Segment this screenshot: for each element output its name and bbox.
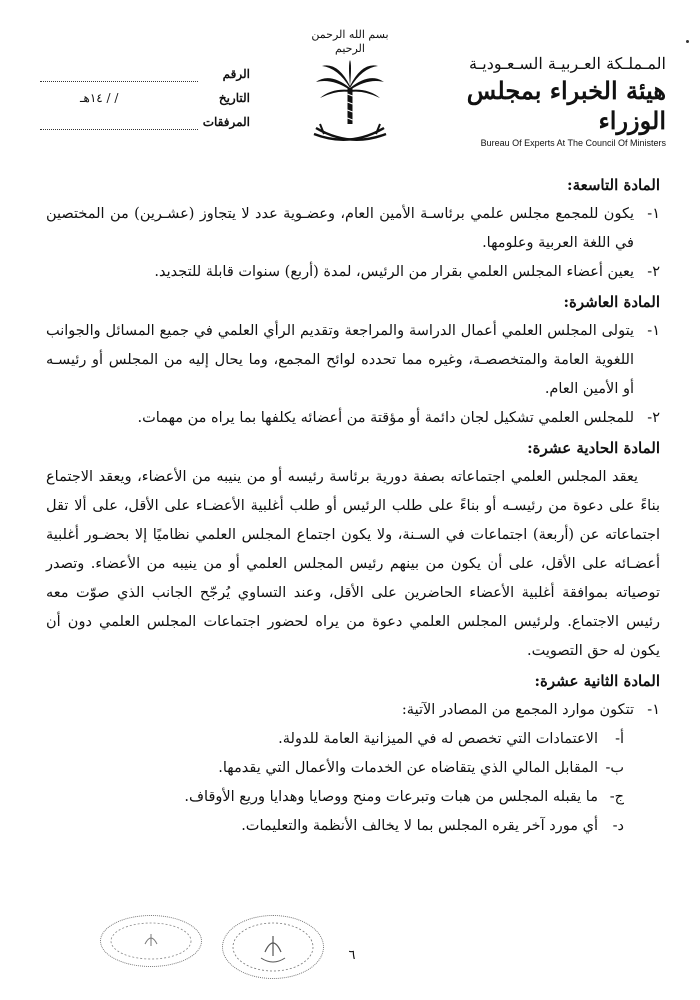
item-number: ٢- — [647, 410, 660, 426]
item-number: ١- — [647, 206, 660, 222]
subitem-letter: ج- — [609, 789, 624, 805]
article-9-title: المادة التاسعة: — [567, 176, 660, 194]
subitem-letter: ب- — [605, 760, 624, 776]
article-12-item-1 — [46, 696, 660, 725]
article-10-item-1 — [46, 317, 660, 404]
official-stamp-icon — [100, 915, 202, 967]
article-9-item-2 — [46, 258, 660, 287]
reference-row — [40, 62, 250, 86]
date-row — [40, 86, 250, 110]
article-12-title: المادة الثانية عشرة: — [534, 672, 660, 690]
palm-swords-emblem-icon — [295, 58, 405, 154]
item-text: يتولى المجلس العلمي أعمال الدراسة والمراجعة وتقديم الرأي العلمي في جميع المسائل والجوانب اللغوية العامة والمتخصصـة، وغيره مما تحدده لوائح المجمع، وما يحال إليه من المجلس أو رئيسـه أو الأمين العام. — [46, 323, 634, 397]
official-seal-icon — [222, 915, 324, 979]
bureau-name-arabic: هيئة الخبراء بمجلس الوزراء — [466, 76, 666, 135]
item-text: يكون للمجمع مجلس علمي برئاسـة الأمين العام، وعضـوية عدد لا يتجاوز (عشـرين) من المختصين في اللغة العربية وعلومها. — [46, 206, 634, 251]
date-value: / / ١٤هـ — [80, 91, 119, 105]
article-12-subitem-c — [46, 783, 660, 812]
article-10-item-2 — [46, 404, 660, 433]
item-number: ٢- — [647, 264, 660, 280]
subitem-text: الاعتمادات التي تخصص له في الميزانية العامة للدولة. — [278, 731, 598, 747]
subitem-text: ما يقبله المجلس من هبات وتبرعات ومنح ووصايا وهدايا وريع الأوقاف. — [184, 789, 598, 805]
date-label: التاريخ — [218, 91, 250, 105]
item-text: للمجلس العلمي تشكيل لجان دائمة أو مؤقتة من أعضائه يكلفها بما يراه من مهمات. — [137, 410, 634, 426]
document-body — [46, 170, 660, 841]
letterhead-emblem-block — [295, 28, 405, 154]
item-number: ١- — [647, 702, 660, 718]
item-text: تتكون موارد المجمع من المصادر الآتية: — [401, 702, 634, 718]
attachments-row — [40, 110, 250, 134]
basmala: بسم الله الرحمن الرحيم — [311, 28, 389, 55]
kingdom-name: المـملـكة العـربيـة السـعـوديـة — [469, 54, 666, 73]
attachments-label: المرفقات — [202, 115, 250, 129]
letter-metadata — [40, 62, 250, 134]
item-text: يعين أعضاء المجلس العلمي بقرار من الرئيس، لمدة (أربع) سنوات قابلة للتجديد. — [154, 264, 634, 280]
article-11-paragraph: يعقد المجلس العلمي اجتماعاته بصفة دورية برئاسة رئيسه أو من ينيبه من الأعضاء، ويعقد الاجتماع بناءً على دعوة من رئيسـه أو بناءً على طلب الرئيس أو طلب أغلبية الأعضـاء على الأقل، على ألا تقل اجتماعاته عن (أربعة) اجتماعات في السـنة، ولا يكون اجتماع المجلس العلمي نظاميًا إلا بحضـور أغلبية أعضـائه على الأقل، على أن يكون من بينهم رئيس المجلس العلمي أو من ينيبه من الأعضاء. وتصدر توصياته بموافقة أغلبية الأعضاء الحاضرين على الأقل، وعند التساوي يُرجّح الجانب الذي صوّت معه رئيس الاجتماع. ولرئيس المجلس العلمي دعوة من يراه لحضور اجتماعات المجلس العلمي دون أن يكون له حق التصويت. — [46, 469, 660, 659]
article-12-subitem-b — [46, 754, 660, 783]
subitem-letter: أ- — [615, 731, 624, 747]
reference-label: الرقم — [222, 67, 250, 81]
article-12-subitem-d — [46, 812, 660, 841]
letterhead-org — [446, 54, 666, 148]
subitem-text: أي مورد آخر يقره المجلس بما لا يخالف الأنظمة والتعليمات. — [241, 818, 598, 834]
scan-mark — [686, 40, 689, 43]
article-10-title: المادة العاشرة: — [563, 293, 660, 311]
subitem-text: المقابل المالي الذي يتقاضاه عن الخدمات والأعمال التي يقدمها. — [218, 760, 598, 776]
article-11-title: المادة الحادية عشرة: — [527, 439, 660, 457]
page-number: ٦ — [348, 948, 356, 963]
article-9-item-1 — [46, 200, 660, 258]
attachments-line — [40, 115, 198, 130]
article-12-subitem-a — [46, 725, 660, 754]
item-number: ١- — [647, 323, 660, 339]
bureau-name-english: Bureau Of Experts At The Council Of Ministers — [480, 138, 666, 148]
subitem-letter: د- — [612, 818, 624, 834]
reference-line — [40, 67, 198, 82]
